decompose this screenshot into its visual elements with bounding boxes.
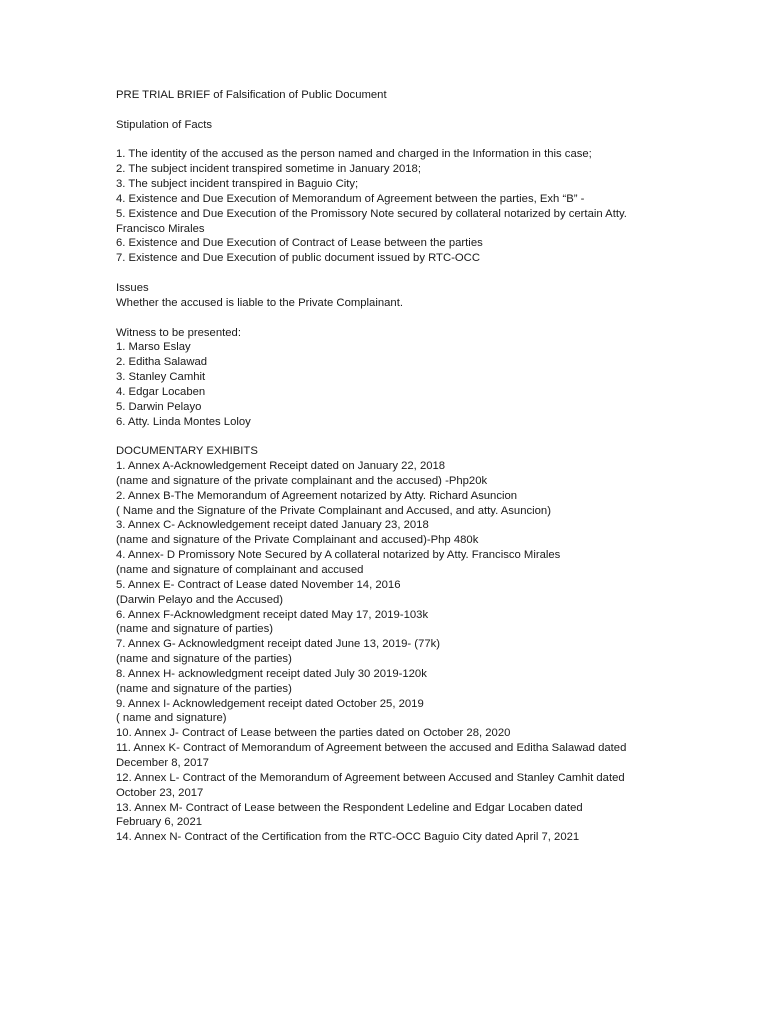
exhibits-heading bbox=[116, 444, 716, 459]
spacer bbox=[116, 311, 716, 326]
witness-item: 1. Marso Eslay bbox=[116, 341, 191, 354]
issues-list bbox=[116, 296, 716, 311]
exhibit-detail: ( name and signature) bbox=[116, 712, 227, 725]
exhibit-item: 2. Annex B-The Memorandum of Agreement notarized by Atty. Richard Asuncion bbox=[116, 489, 518, 502]
exhibit-detail: (name and signature of the Private Complainant and accused)-Php 480k bbox=[116, 534, 479, 547]
exhibit-detail: (Darwin Pelayo and the Accused) bbox=[116, 593, 284, 606]
exhibit-item: 5. Annex E- Contract of Lease dated November 14, 2016 bbox=[116, 578, 401, 591]
spacer bbox=[116, 266, 716, 281]
issues-heading-text: Issues bbox=[116, 281, 149, 294]
spacer bbox=[116, 429, 716, 444]
witness-item: 5. Darwin Pelayo bbox=[116, 400, 202, 413]
stipulation-item: 4. Existence and Due Execution of Memorandum of Agreement between the parties, Exh “B” - bbox=[116, 192, 585, 205]
exhibits-heading-text: DOCUMENTARY EXHIBITS bbox=[116, 445, 258, 458]
exhibit-list bbox=[116, 459, 716, 845]
exhibit-item: 4. Annex- D Promissory Note Secured by A collateral notarized by Atty. Francisco Mirales bbox=[116, 549, 561, 562]
exhibit-item: 9. Annex I- Acknowledgement receipt dated October 25, 2019 bbox=[116, 697, 424, 710]
witness-list bbox=[116, 340, 716, 429]
exhibit-item-continuation: October 23, 2017 bbox=[116, 786, 204, 799]
stipulation-item: 1. The identity of the accused as the person named and charged in the Information in this case; bbox=[116, 148, 592, 161]
exhibit-detail: ( Name and the Signature of the Private Complainant and Accused, and atty. Asuncion) bbox=[116, 504, 551, 517]
stipulation-item: 2. The subject incident transpired sometime in January 2018; bbox=[116, 163, 421, 176]
exhibit-detail: (name and signature of the parties) bbox=[116, 682, 292, 695]
exhibit-item-continuation: February 6, 2021 bbox=[116, 816, 203, 829]
witness-item: 4. Edgar Locaben bbox=[116, 385, 206, 398]
witness-heading-text: Witness to be presented: bbox=[116, 326, 241, 339]
spacer bbox=[116, 103, 716, 118]
exhibit-item: 7. Annex G- Acknowledgment receipt dated June 13, 2019- (77k) bbox=[116, 638, 441, 651]
exhibit-item: 3. Annex C- Acknowledgement receipt dated January 23, 2018 bbox=[116, 519, 429, 532]
stipulation-heading bbox=[116, 118, 716, 133]
witness-item: 3. Stanley Camhit bbox=[116, 371, 206, 384]
exhibit-item-continuation: December 8, 2017 bbox=[116, 756, 209, 769]
witness-item: 2. Editha Salawad bbox=[116, 356, 208, 369]
issue-item: Whether the accused is liable to the Private Complainant. bbox=[116, 296, 403, 309]
exhibit-detail: (name and signature of the parties) bbox=[116, 653, 292, 666]
title-text: PRE TRIAL BRIEF of Falsification of Public Document bbox=[116, 89, 387, 101]
stipulation-item-continuation: Francisco Mirales bbox=[116, 222, 205, 235]
stipulation-item: 3. The subject incident transpired in Baguio City; bbox=[116, 178, 359, 191]
document-title bbox=[116, 88, 716, 103]
stipulation-item: 6. Existence and Due Execution of Contract of Lease between the parties bbox=[116, 237, 483, 250]
stipulation-item: 5. Existence and Due Execution of the Promissory Note secured by collateral notarized by certain Atty. bbox=[116, 207, 627, 220]
exhibit-item: 10. Annex J- Contract of Lease between the parties dated on October 28, 2020 bbox=[116, 727, 511, 740]
exhibit-item: 14. Annex N- Contract of the Certification from the RTC-OCC Baguio City dated April 7, 2021 bbox=[116, 831, 580, 844]
stipulation-item: 7. Existence and Due Execution of public document issued by RTC-OCC bbox=[116, 252, 480, 265]
document-body bbox=[116, 88, 716, 845]
exhibit-detail: (name and signature of complainant and accused bbox=[116, 564, 364, 576]
exhibit-detail: (name and signature of the private complainant and the accused) -Php20k bbox=[116, 474, 488, 487]
stipulation-heading-text: Stipulation of Facts bbox=[116, 118, 213, 131]
exhibit-item: 1. Annex A-Acknowledgement Receipt dated on January 22, 2018 bbox=[116, 460, 446, 473]
exhibit-item: 11. Annex K- Contract of Memorandum of Agreement between the accused and Editha Salawad dated bbox=[116, 742, 627, 755]
issues-heading bbox=[116, 281, 716, 296]
exhibit-item: 12. Annex L- Contract of the Memorandum of Agreement between Accused and Stanley Camhit dated bbox=[116, 771, 625, 784]
spacer bbox=[116, 133, 716, 148]
witness-heading bbox=[116, 326, 716, 341]
stipulation-list bbox=[116, 147, 716, 266]
witness-item: 6. Atty. Linda Montes Loloy bbox=[116, 415, 251, 428]
exhibit-item: 6. Annex F-Acknowledgment receipt dated May 17, 2019-103k bbox=[116, 608, 429, 621]
exhibit-item: 8. Annex H- acknowledgment receipt dated July 30 2019-120k bbox=[116, 667, 427, 680]
exhibit-item: 13. Annex M- Contract of Lease between the Respondent Ledeline and Edgar Locaben dated bbox=[116, 801, 583, 814]
exhibit-detail: (name and signature of parties) bbox=[116, 623, 273, 636]
